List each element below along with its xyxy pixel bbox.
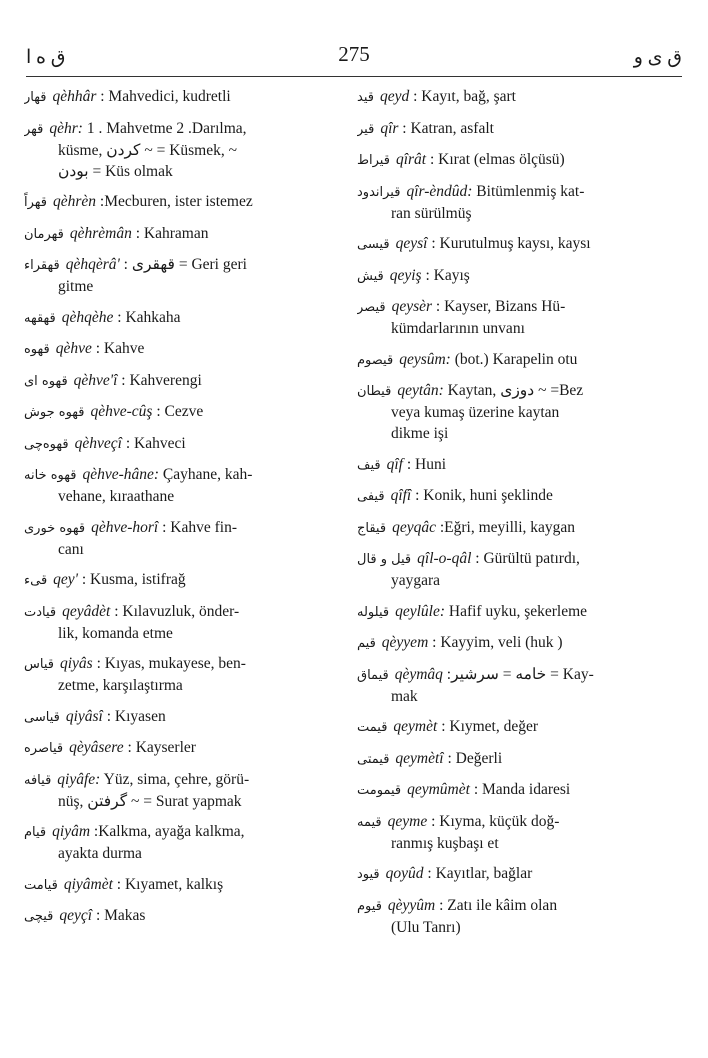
entry-first-line bbox=[357, 517, 683, 539]
definition-continuation: ran sürülmüş bbox=[391, 204, 472, 222]
transliteration: qeyâdèt bbox=[62, 602, 111, 620]
transliteration: qîr bbox=[380, 119, 399, 137]
definition-continuation: بودن = Küs olmak bbox=[58, 162, 173, 180]
dictionary-entry bbox=[357, 149, 683, 171]
definition-continuation: dikme işi bbox=[391, 425, 449, 442]
entry-first-line bbox=[24, 118, 344, 140]
transliteration: qey' bbox=[53, 571, 78, 588]
transliteration: qiyâsî bbox=[65, 707, 103, 725]
arabic-headword: قیر bbox=[357, 121, 375, 137]
definition: (bot.) Karapelin otu bbox=[454, 350, 578, 368]
dictionary-entry bbox=[24, 769, 344, 812]
entry-first-line bbox=[357, 748, 683, 770]
definition-continuation: nüş, گرفتن ~ = Surat yapmak bbox=[58, 792, 242, 810]
dictionary-entry bbox=[357, 517, 683, 539]
definition: : Makas bbox=[95, 907, 146, 924]
arabic-headword: قیامت bbox=[24, 877, 58, 893]
arabic-headword: قیمتی bbox=[357, 751, 390, 767]
entry-first-line bbox=[357, 233, 683, 255]
arabic-headword: قیافه bbox=[24, 772, 52, 788]
entry-first-line bbox=[24, 401, 344, 423]
definition-continuation: ranmış kuşbaşı et bbox=[391, 834, 499, 852]
dictionary-entry bbox=[24, 401, 344, 423]
entry-first-line bbox=[24, 737, 344, 759]
definition: : Değerli bbox=[447, 749, 503, 767]
entry-first-line bbox=[24, 370, 344, 392]
transliteration: qèhr: bbox=[49, 119, 83, 137]
dictionary-entry bbox=[24, 433, 344, 455]
entry-first-line bbox=[357, 632, 683, 654]
transliteration: qeymûmèt bbox=[407, 781, 470, 798]
header-right-letters: ق ی و bbox=[633, 47, 682, 68]
dictionary-entry bbox=[24, 874, 344, 896]
dictionary-entry bbox=[24, 307, 344, 329]
definition: : Katran, asfalt bbox=[402, 119, 494, 137]
transliteration: qèhqèhe bbox=[61, 308, 114, 326]
definition: : Manda idaresi bbox=[473, 781, 571, 798]
dictionary-entry bbox=[24, 601, 344, 644]
dictionary-entry bbox=[24, 254, 344, 297]
definition: : Kıyasen bbox=[106, 707, 166, 725]
definition-continuation: veya kumaş üzerine kaytan bbox=[391, 404, 560, 421]
arabic-headword: قیادت bbox=[24, 604, 57, 620]
dictionary-entry bbox=[24, 370, 344, 392]
arabic-headword: قیقاج bbox=[357, 520, 387, 536]
arabic-headword: قیراط bbox=[357, 153, 390, 168]
arabic-headword: قیاصره bbox=[24, 741, 64, 756]
left-column bbox=[24, 86, 344, 937]
arabic-headword: قهراً bbox=[24, 195, 47, 210]
definition: : Kılavuzluk, önder- bbox=[114, 602, 240, 620]
arabic-headword: قیمه bbox=[357, 814, 382, 830]
definition-continuation: ayakta durma bbox=[58, 845, 142, 862]
transliteration: qiyâm bbox=[52, 823, 91, 840]
arabic-headword: قیم bbox=[357, 636, 376, 651]
arabic-headword: قیطان bbox=[357, 384, 392, 399]
transliteration: qèhqèrâ' bbox=[65, 256, 120, 273]
definition: : Kayser, Bizans Hü- bbox=[435, 298, 566, 315]
dictionary-entry bbox=[24, 464, 344, 507]
header-left-letters: ق ه ا bbox=[26, 47, 66, 68]
entry-first-line bbox=[357, 454, 683, 476]
entry-first-line bbox=[357, 779, 683, 801]
entry-first-line bbox=[24, 653, 344, 675]
transliteration: qèhve-horî bbox=[91, 518, 159, 536]
arabic-headword: قیلوله bbox=[357, 604, 390, 620]
definition: : Kahveci bbox=[125, 434, 186, 452]
definition: : Kayıt, bağ, şart bbox=[413, 88, 516, 105]
entry-first-line bbox=[24, 191, 344, 213]
transliteration: qoyûd bbox=[385, 865, 424, 882]
dictionary-entry bbox=[24, 118, 344, 182]
transliteration: qèhrèmân bbox=[69, 224, 132, 242]
arabic-headword: قهوه ای bbox=[24, 373, 68, 389]
definition-continuation: gitme bbox=[58, 278, 94, 295]
dictionary-entry bbox=[24, 821, 344, 864]
arabic-headword: قهقهه bbox=[24, 310, 56, 326]
entry-first-line bbox=[24, 223, 344, 245]
arabic-headword: قیود bbox=[357, 867, 380, 882]
transliteration: qeyiş bbox=[389, 266, 422, 284]
arabic-headword: قیسی bbox=[357, 237, 390, 252]
dictionary-entry bbox=[24, 191, 344, 213]
header-rule bbox=[26, 76, 682, 77]
dictionary-entry bbox=[357, 811, 683, 854]
page-header bbox=[26, 40, 682, 74]
transliteration: qèyâsere bbox=[69, 739, 124, 756]
definition: : Kırat (elmas ölçüsü) bbox=[429, 151, 565, 168]
dictionary-entry bbox=[357, 748, 683, 770]
arabic-headword: قیمت bbox=[357, 720, 388, 735]
definition: : Kıyma, küçük doğ- bbox=[431, 812, 560, 830]
arabic-headword: قیش bbox=[357, 268, 384, 284]
entry-first-line bbox=[24, 464, 344, 486]
definition: : Kahve fin- bbox=[162, 518, 237, 536]
dictionary-entry bbox=[24, 706, 344, 728]
dictionary-entry bbox=[24, 653, 344, 696]
transliteration: qèyyem bbox=[381, 634, 429, 651]
dictionary-entry bbox=[357, 601, 683, 623]
arabic-headword: قیمومت bbox=[357, 783, 402, 798]
arabic-headword: قهوه‌چی bbox=[24, 436, 69, 452]
entry-first-line bbox=[357, 118, 683, 140]
dictionary-entry bbox=[357, 548, 683, 591]
transliteration: qiyâs bbox=[59, 655, 93, 672]
definition: Çayhane, kah- bbox=[162, 466, 253, 483]
arabic-headword: قهر bbox=[24, 121, 44, 137]
definition-continuation: vehane, kıraathane bbox=[58, 488, 175, 505]
transliteration: qèyyûm bbox=[387, 896, 436, 914]
dictionary-entry bbox=[357, 779, 683, 801]
dictionary-entry bbox=[24, 905, 344, 927]
transliteration: qeysî bbox=[395, 235, 428, 252]
definition: : Huni bbox=[406, 455, 447, 473]
entry-first-line bbox=[357, 380, 683, 402]
definition: : Mahvedici, kudretli bbox=[100, 88, 231, 105]
definition-continuation: zetme, karşılaştırma bbox=[58, 677, 183, 694]
dictionary-entry bbox=[357, 233, 683, 255]
arabic-headword: قیف bbox=[357, 457, 381, 473]
entry-first-line bbox=[24, 338, 344, 360]
transliteration: qèhve-hâne: bbox=[82, 466, 160, 483]
arabic-headword: قهار bbox=[24, 90, 47, 105]
transliteration: qîf bbox=[386, 455, 403, 473]
arabic-headword: قیصر bbox=[357, 300, 386, 315]
entry-first-line bbox=[357, 811, 683, 833]
definition: 1 . Mahvetme 2 .Darılma, bbox=[86, 119, 247, 137]
definition-continuation: kümdarlarının unvanı bbox=[391, 320, 525, 337]
transliteration: qeyme bbox=[387, 812, 428, 830]
transliteration: qèhve bbox=[55, 340, 92, 357]
arabic-headword: قیء bbox=[24, 573, 48, 588]
arabic-headword: قید bbox=[357, 90, 374, 105]
transliteration: qèymâq bbox=[394, 665, 443, 683]
dictionary-entry bbox=[357, 454, 683, 476]
arabic-headword: قیام bbox=[24, 825, 47, 840]
dictionary-entry bbox=[24, 86, 344, 108]
transliteration: qeylûle: bbox=[395, 602, 446, 620]
entry-first-line bbox=[24, 86, 344, 108]
transliteration: qiyâfe: bbox=[57, 770, 101, 788]
entry-first-line bbox=[24, 874, 344, 896]
dictionary-entry bbox=[357, 485, 683, 507]
entry-first-line bbox=[357, 485, 683, 507]
definition: : Kıymet, değer bbox=[441, 718, 539, 735]
entry-first-line bbox=[357, 716, 683, 738]
transliteration: qèhveçî bbox=[74, 434, 122, 452]
definition: :Mecburen, ister istemez bbox=[99, 193, 253, 210]
entry-first-line bbox=[357, 664, 683, 686]
dictionary-entry bbox=[24, 737, 344, 759]
entry-first-line bbox=[24, 433, 344, 455]
entry-first-line bbox=[24, 905, 344, 927]
definition: : قهقری = Geri geri bbox=[123, 256, 247, 273]
transliteration: qeysèr bbox=[391, 298, 433, 315]
definition: : Kayserler bbox=[127, 739, 196, 756]
dictionary-entry bbox=[24, 569, 344, 591]
dictionary-entry bbox=[357, 181, 683, 224]
entry-first-line bbox=[357, 265, 683, 287]
definition: : Kahverengi bbox=[121, 371, 202, 389]
dictionary-entry bbox=[357, 86, 683, 108]
definition: : Zatı ile kâim olan bbox=[439, 896, 558, 914]
dictionary-entry bbox=[24, 338, 344, 360]
dictionary-entry bbox=[357, 863, 683, 885]
definition: : Kurutulmuş kaysı, kaysı bbox=[431, 235, 591, 252]
entry-first-line bbox=[357, 349, 683, 371]
definition: : Kıyamet, kalkış bbox=[116, 875, 224, 893]
definition: : Kayış bbox=[425, 266, 470, 284]
definition-continuation: küsme, کردن ~ = Küsmek, ~ bbox=[58, 141, 237, 159]
entry-first-line bbox=[357, 863, 683, 885]
definition: Yüz, sima, çehre, görü- bbox=[103, 770, 250, 788]
arabic-headword: قهوه خانه bbox=[24, 468, 77, 483]
transliteration: qèhve'î bbox=[73, 371, 118, 389]
definition: :Kalkma, ayağa kalkma, bbox=[93, 823, 245, 840]
entry-first-line bbox=[24, 254, 344, 276]
dictionary-entry bbox=[357, 349, 683, 371]
right-column bbox=[357, 86, 683, 947]
entry-first-line bbox=[24, 601, 344, 623]
transliteration: qèhhâr bbox=[52, 88, 97, 105]
arabic-headword: قیچی bbox=[24, 909, 54, 924]
definition: :خامه = سرشیر = Kay- bbox=[446, 665, 594, 683]
definition: : Gürültü patırdı, bbox=[475, 550, 580, 567]
transliteration: qîfî bbox=[390, 487, 412, 504]
arabic-headword: قهوه خوری bbox=[24, 520, 86, 536]
entry-first-line bbox=[357, 895, 683, 917]
arabic-headword: قهوه جوش bbox=[24, 405, 85, 420]
definition-continuation: (Ulu Tanrı) bbox=[391, 918, 461, 936]
dictionary-entry bbox=[357, 380, 683, 444]
arabic-headword: قیل و قال bbox=[357, 552, 412, 567]
transliteration: qeytân: bbox=[397, 382, 444, 399]
entry-first-line bbox=[357, 181, 683, 203]
dictionary-entry bbox=[24, 223, 344, 245]
entry-first-line bbox=[24, 706, 344, 728]
definition: : Kayıtlar, bağlar bbox=[427, 865, 533, 882]
definition: Kaytan, دوزی ~ =Bez bbox=[447, 382, 584, 399]
entry-first-line bbox=[357, 86, 683, 108]
transliteration: qîrât bbox=[395, 151, 427, 168]
transliteration: qeyçî bbox=[59, 907, 93, 924]
transliteration: qîr-èndûd: bbox=[406, 182, 473, 200]
arabic-headword: قهرمان bbox=[24, 226, 64, 242]
dictionary-entry bbox=[24, 517, 344, 560]
dictionary-entry bbox=[357, 265, 683, 287]
entry-first-line bbox=[24, 569, 344, 591]
definition-continuation: yaygara bbox=[391, 572, 441, 589]
transliteration: qeyd bbox=[379, 88, 410, 105]
definition: : Kahve bbox=[95, 340, 145, 357]
transliteration: qèhve-cûş bbox=[90, 403, 153, 420]
arabic-headword: قیماق bbox=[357, 667, 389, 683]
entry-first-line bbox=[357, 296, 683, 318]
entry-first-line bbox=[357, 548, 683, 570]
arabic-headword: قیوم bbox=[357, 898, 382, 914]
transliteration: qèhrèn bbox=[53, 193, 97, 210]
dictionary-entry bbox=[357, 296, 683, 339]
entry-first-line bbox=[24, 821, 344, 843]
dictionary-entry bbox=[357, 716, 683, 738]
arabic-headword: قیاس bbox=[24, 657, 54, 672]
dictionary-entry bbox=[357, 895, 683, 938]
transliteration: qeysûm: bbox=[399, 350, 451, 368]
definition: :Eğri, meyilli, kaygan bbox=[439, 518, 576, 536]
arabic-headword: قیراندود bbox=[357, 184, 401, 200]
definition: Bitümlenmiş kat- bbox=[476, 182, 585, 200]
entry-first-line bbox=[357, 601, 683, 623]
arabic-headword: قیاسی bbox=[24, 709, 60, 725]
page-number: 275 bbox=[338, 42, 370, 66]
entry-first-line bbox=[357, 149, 683, 171]
transliteration: qîl-o-qâl bbox=[417, 550, 472, 567]
arabic-headword: قهقراء bbox=[24, 258, 60, 273]
definition: : Kahraman bbox=[135, 224, 209, 242]
arabic-headword: قهوه bbox=[24, 342, 50, 357]
definition: Hafif uyku, şekerleme bbox=[448, 602, 588, 620]
definition: : Kusma, istifrağ bbox=[81, 571, 186, 588]
definition: : Cezve bbox=[156, 403, 204, 420]
definition: : Kıyas, mukayese, ben- bbox=[96, 655, 246, 672]
transliteration: qiyâmèt bbox=[63, 875, 113, 893]
definition-continuation: lik, komanda etme bbox=[58, 624, 173, 642]
definition: : Kayyim, veli (huk ) bbox=[432, 634, 563, 651]
definition: : Kahkaha bbox=[117, 308, 181, 326]
entry-first-line bbox=[24, 769, 344, 791]
transliteration: qeyqâc bbox=[392, 518, 436, 536]
dictionary-entry bbox=[357, 664, 683, 707]
transliteration: qeymèt bbox=[393, 718, 438, 735]
entry-first-line bbox=[24, 517, 344, 539]
transliteration: qeymètî bbox=[395, 749, 444, 767]
arabic-headword: قیفی bbox=[357, 489, 385, 504]
definition: : Konik, huni şeklinde bbox=[415, 487, 553, 504]
definition-continuation: mak bbox=[391, 687, 418, 705]
dictionary-entry bbox=[357, 118, 683, 140]
entry-first-line bbox=[24, 307, 344, 329]
definition-continuation: canı bbox=[58, 540, 84, 558]
dictionary-entry bbox=[357, 632, 683, 654]
arabic-headword: قیصوم bbox=[357, 352, 394, 368]
